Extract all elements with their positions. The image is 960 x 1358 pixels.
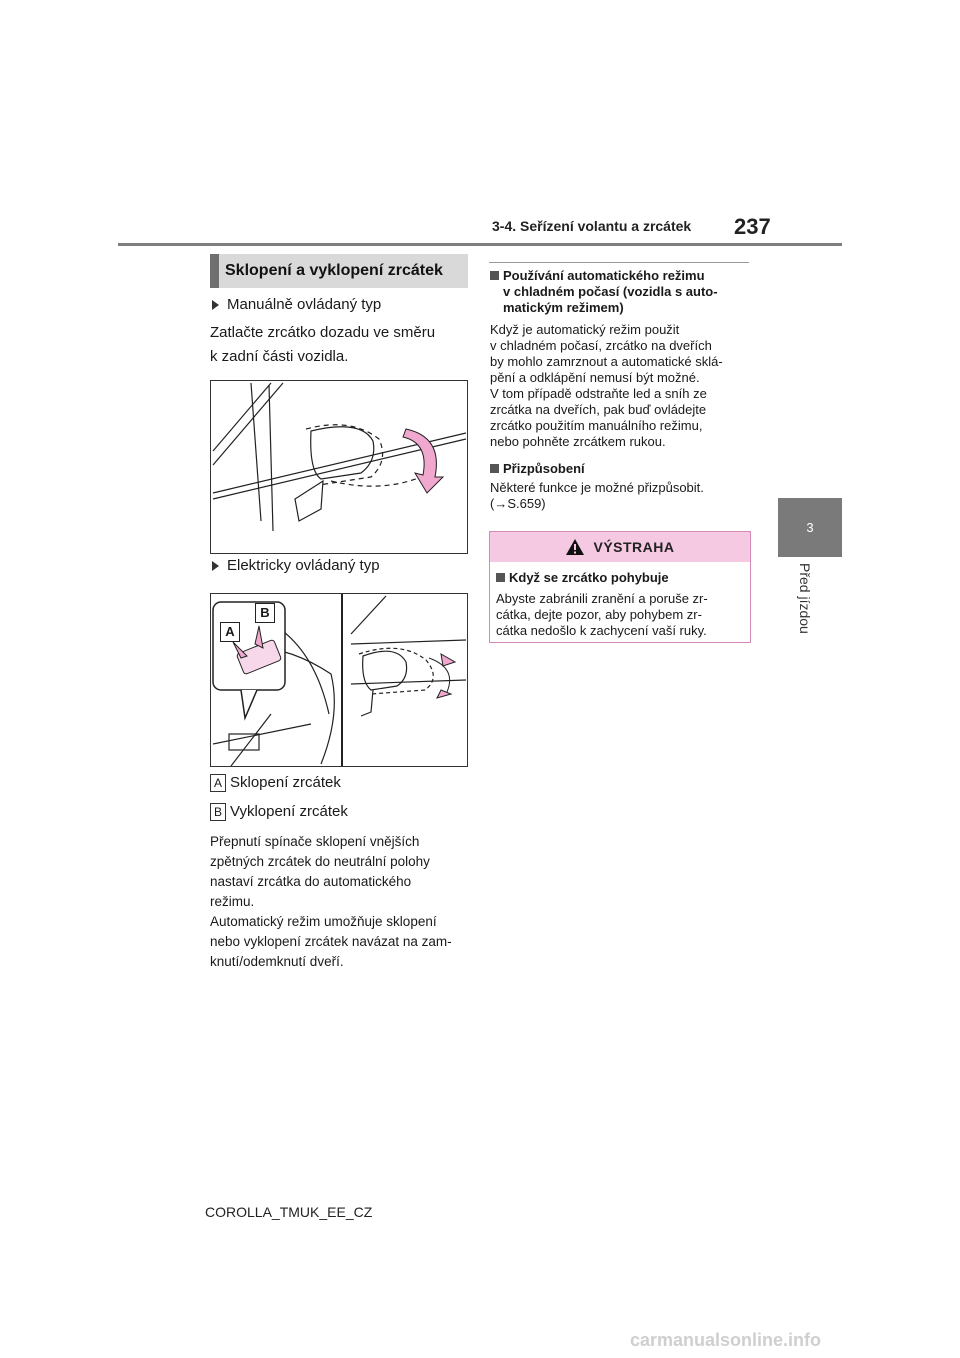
custom-text-line: Některé funkce je možné přizpůsobit. (490, 480, 704, 495)
cold-text-line: v chladném počasí, zrcátko na dveřích (490, 338, 712, 353)
cold-text-line: Když je automatický režim použit (490, 322, 680, 337)
manual-mirror-illustration (211, 381, 467, 553)
legend-text-b: Vyklopení zrcátek (230, 803, 348, 820)
cold-title-line: matickým režimem) (503, 300, 624, 315)
manual-type-label: Manuálně ovládaný typ (227, 296, 382, 313)
chapter-label-text: Před jízdou (797, 563, 813, 634)
electric-type-item (212, 557, 380, 574)
figure-label-b: B (255, 603, 275, 623)
cold-text-line: zrcátko použitím manuálního režimu, (490, 418, 703, 433)
warning-header-text: VÝSTRAHA (593, 539, 675, 555)
custom-page-link[interactable]: (→S.659) (490, 496, 546, 511)
cold-text-line: by mohlo zamrznout a automatické sklá- (490, 354, 723, 369)
warning-triangle-icon (565, 538, 585, 556)
customization-heading (490, 459, 585, 479)
manual-type-item (212, 296, 381, 313)
mirror-note (210, 832, 472, 972)
watermark: carmanualsonline.info (630, 1330, 822, 1350)
customization-title: Přizpůsobení (503, 461, 585, 476)
customization-text (490, 480, 704, 512)
section-title: 3-4. Seřízení volantu a zrcátek (492, 218, 692, 234)
header-rule (118, 243, 842, 246)
note-line: nastaví zrcátka do automatického (210, 874, 412, 889)
cold-weather-text (490, 322, 752, 450)
chapter-tab[interactable] (778, 498, 842, 557)
warning-text-line: Abyste zabránili zranění a poruše zr- (496, 590, 708, 606)
cold-text-line: zrcátka na dveřích, pak buď ovládejte (490, 402, 707, 417)
warning-title: Když se zrcátko pohybuje (509, 570, 669, 585)
warning-box (489, 531, 751, 643)
chapter-number: 3 (806, 520, 814, 535)
cold-text-line: V tom případě odstraňte led a sníh ze (490, 386, 707, 401)
square-bullet-icon (490, 464, 499, 473)
legend-item-a (210, 774, 341, 792)
triangle-bullet-icon (212, 561, 219, 571)
electric-type-label: Elektricky ovládaný typ (227, 557, 380, 574)
legend-key-b: B (210, 803, 226, 821)
warning-text-line: cátka nedošlo k zachycení vaší ruky. (496, 622, 707, 638)
manual-text-line-1: Zatlačte zrcátko dozadu ve směru (210, 324, 436, 341)
section-heading: Sklopení a vyklopení zrcátek (210, 254, 468, 288)
cold-title-line: Používání automatického režimu (503, 268, 705, 283)
warning-text-line: cátka, dejte pozor, aby pohybem zr- (496, 606, 702, 622)
page-number: 237 (734, 214, 771, 239)
note-line: režimu. (210, 894, 255, 909)
warning-header (490, 532, 750, 562)
note-line: Automatický režim umožňuje sklopení (210, 914, 437, 929)
note-line: zpětných zrcátek do neutrální polohy (210, 854, 430, 869)
note-line: nebo vyklopení zrcátek navázat na zam- (210, 934, 452, 949)
note-line: knutí/odemknutí dveří. (210, 954, 344, 969)
square-bullet-icon (490, 271, 499, 280)
top-rule (489, 262, 749, 263)
electric-mirror-illustration (211, 594, 467, 766)
warning-text (490, 588, 750, 639)
figure-label-a: A (220, 622, 240, 642)
triangle-bullet-icon (212, 300, 219, 310)
square-bullet-icon (496, 573, 505, 582)
cold-text-line: pění a odklápění nemusí být možné. (490, 370, 700, 385)
warning-title-row (490, 562, 750, 588)
footer-doc-code: COROLLA_TMUK_EE_CZ (205, 1204, 373, 1220)
note-line: Přepnutí spínače sklopení vnějších (210, 834, 420, 849)
cold-title-line: v chladném počasí (vozidla s auto- (503, 284, 718, 299)
manual-text-line-2: k zadní části vozidla. (210, 348, 349, 365)
legend-text-a: Sklopení zrcátek (230, 774, 341, 791)
chapter-label (795, 563, 815, 663)
legend-key-a: A (210, 774, 226, 792)
manual-mirror-figure (210, 380, 468, 554)
legend-item-b (210, 803, 348, 821)
cold-text-line: nebo pohněte zrcátkem rukou. (490, 434, 666, 449)
cold-weather-heading (490, 268, 752, 316)
electric-mirror-figure (210, 593, 468, 767)
